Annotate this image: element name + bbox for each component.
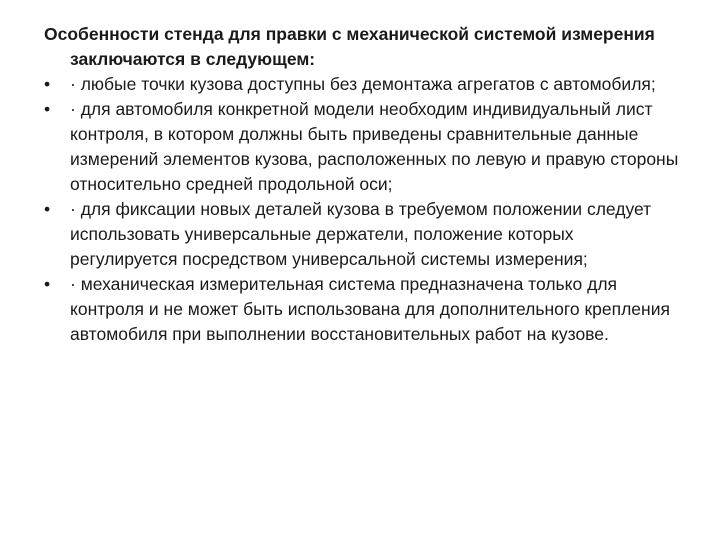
bullet-icon: •	[44, 274, 51, 294]
bullet-icon: •	[44, 74, 51, 94]
slide-content	[44, 22, 684, 347]
list-item	[44, 97, 684, 197]
bullet-icon: •	[44, 99, 51, 119]
bullet-text: · для фиксации новых деталей кузова в требуемом положении следует использовать универсальные держатели, положение которых регулируется посредством универсальной системы измерения;	[70, 199, 652, 269]
list-item	[44, 72, 684, 97]
bullet-text: · для автомобиля конкретной модели необходим индивидуальный лист контроля, в котором должны быть приведены сравнительные данные измерений элементов кузова, расположенных по левую и правую стороны относительно средней продольной оси;	[70, 99, 679, 194]
list-item	[44, 272, 684, 347]
list-item	[44, 197, 684, 272]
bullet-list	[44, 72, 684, 347]
bullet-text: · механическая измерительная система предназначена только для контроля и не может быть использована для дополнительного крепления автомобиля при выполнении восстановительных работ на кузове.	[70, 274, 670, 344]
bullet-text: · любые точки кузова доступны без демонтажа агрегатов с автомобиля;	[70, 74, 656, 94]
slide-heading: Особенности стенда для правки с механической системой измерения заключаются в следующем:	[44, 24, 655, 69]
bullet-icon: •	[44, 199, 51, 219]
